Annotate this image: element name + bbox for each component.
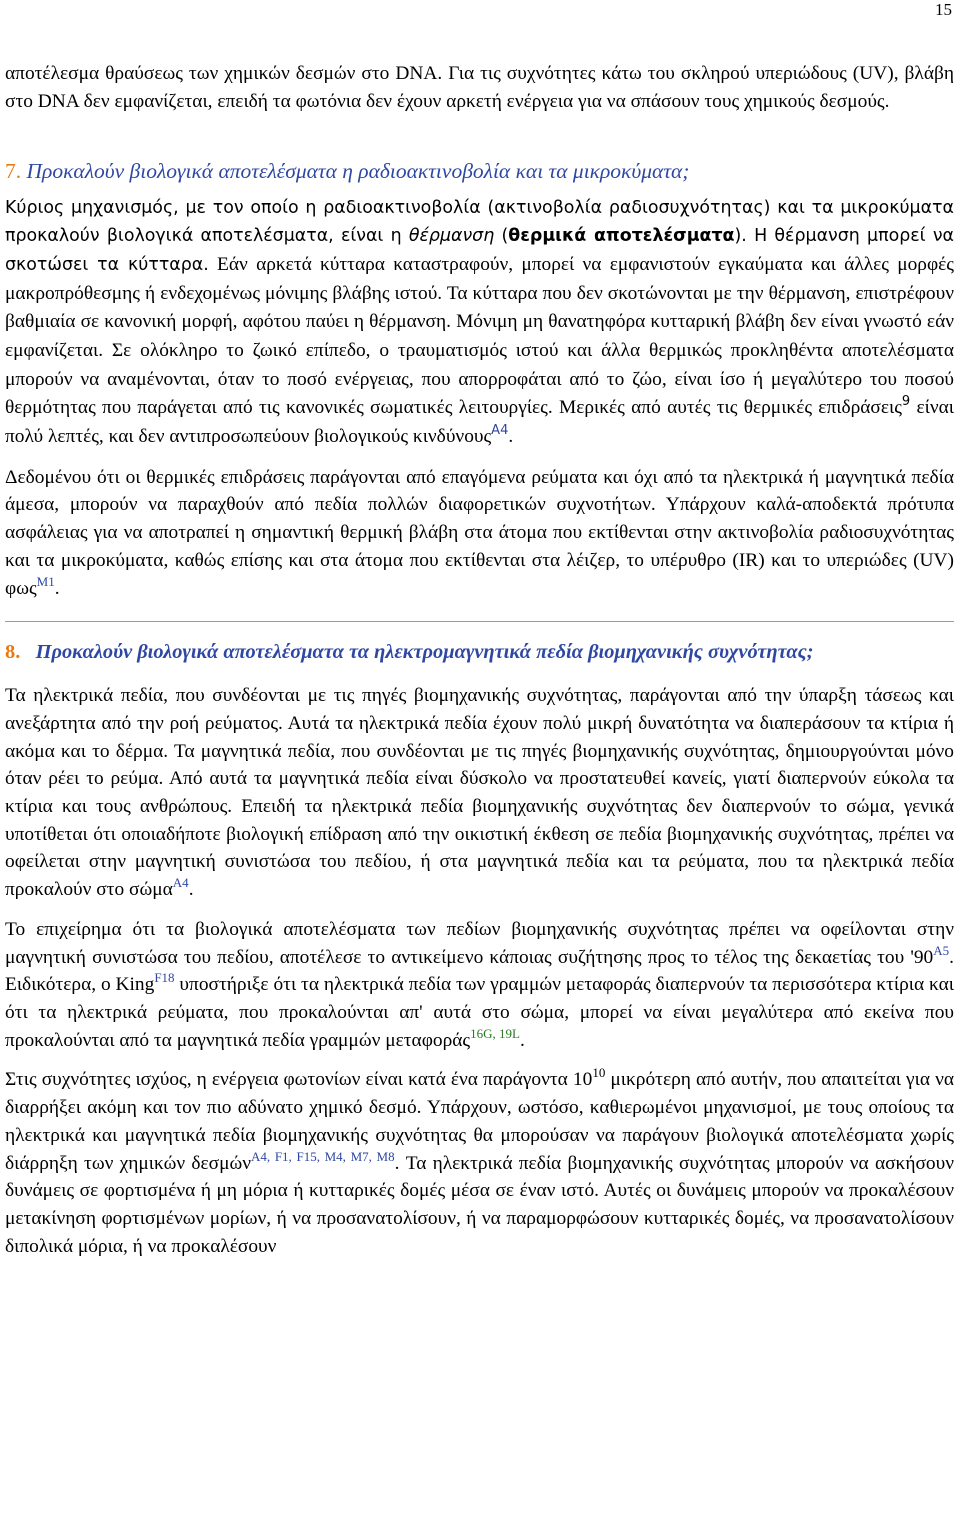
- citation-ref: A4, F1, F15, M4, M7, M8: [251, 1148, 395, 1164]
- footnote-marker: 9: [901, 394, 911, 410]
- section-8-paragraph-3: Στις συχνότητες ισχύος, η ενέργεια φωτονίων είναι κατά ένα παράγοντα 10$^{10}$ μικρότερη από αυτήν, που απαιτείται για να διαρρήξει ακόμη και τον πιο αδύνατο χημικό δεσμό. Υπάρχουν, ωστόσο, καθιερωμένοι μηχανισμοί, με τους οποίους τα ηλεκτρικά και μαγνητικά πεδία βιομηχανικής συχνότητας θα μπορούσαν να παράγουν βιολογικά αποτελέσματα χωρίς διάρρηξη των χημικών δεσμών$^{A4, F1, F15, M4, M7, M8}$. Τα ηλεκτρικά πεδία βιομηχανικής συχνότητας μπορούν να ασκήσουν δυνάμεις σε φορτισμένα ή μη μόρια ή κυτταρικές δομές μέσα σε έναν ιστό. Αυτές οι δυνάμεις μπορούν να προκαλέσουν μετακίνηση φορτισμένων μορίων, ή να προσανατολίσουν, ή να παραμορφώσουν κυτταρικές δομές, να προσανατολίσουν διπολικά μόρια, ή να προκαλέσουν: [5, 1065, 955, 1257]
- section-8-paragraph-1: Τα ηλεκτρικά πεδία, που συνδέονται με τις πηγές βιομηχανικής συχνότητας, παράγονται από την ύπαρξη τάσεως και ανεξάρτητα από την ροή ρεύματος. Αυτά τα ηλεκτρικά πεδία έχουν πολύ μικρή δυνατότητα να διαπεράσουν τα κτίρια ή ακόμα και το δέρμα. Τα μαγνητικά πεδία, που συνδέονται με τις πηγές βιομηχανικής συχνότητας, δημιουργούνται μόνο όταν ρέει το ρεύμα. Από αυτά τα μαγνητικά πεδία είναι δύσκολο να προστατευθεί κανείς, γιατί διαπερνούν εύκολα τα κτίρια και τους ανθρώπους. Επειδή τα ηλεκτρικά πεδία βιομηχανικής συχνότητας δεν διαπερνούν το σώμα, γενικά υποτίθεται ότι οποιαδήποτε βιολογική επίδραση από την οικιστική έκθεση σε πεδία βιομηχανικής συχνότητας, πρέπει να οφείλεται στην μαγνητική συνιστώσα του πεδίου, ή στα μαγνητικά πεδία και τα ρεύματα, που τα ηλεκτρικά πεδία προκαλούν στο σώμα$^{A4}$.: [5, 685, 954, 901]
- citation-ref: A4: [491, 423, 509, 439]
- citation-ref: F18: [154, 970, 175, 986]
- section-8-heading: [5, 638, 954, 667]
- section-8-title: Προκαλούν βιολογικά αποτελέσματα τα ηλεκτρομαγνητικά πεδία βιομηχανικής συχνότητας;: [35, 641, 814, 664]
- emphasis-thermal-effects: θερμικά αποτελέσματα: [508, 226, 735, 247]
- citation-ref: A5: [933, 942, 950, 958]
- exponent: 10: [592, 1065, 606, 1081]
- section-7-number: 7.: [5, 159, 22, 184]
- section-8-number: 8.: [5, 641, 21, 664]
- citation-ref: M1: [36, 573, 55, 589]
- section-7-title: Προκαλούν βιολογικά αποτελέσματα η ραδιοακτινοβολία και τα μικροκύματα;: [26, 159, 690, 184]
- citation-ref: 16G, 19L: [470, 1025, 520, 1041]
- emphasis-heating: θέρμανση: [408, 226, 495, 247]
- section-divider: [5, 621, 954, 622]
- section-7-paragraph-2: Δεδομένου ότι οι θερμικές επιδράσεις παράγονται από επαγόμενα ρεύματα και όχι από τα ηλεκτρικά ή μαγνητικά πεδία άμεσα, μπορούν να παραχθούν από πεδία πολλών διαφορετικών συχνοτήτων. Υπάρχουν καλά-αποδεκτά πρότυπα ασφάλειας για να αποτραπεί η σημαντική θερμική βλάβη στα άτομα που εκτίθενται στην ακτινοβολία ραδιοσυχνότητας και τα μικροκύματα, καθώς επίσης και στα άτομα που εκτίθενται στα λέιζερ, το υπέρυθρο (IR) και το υπεριώδες (UV) φως$^{M1}$.: [5, 466, 954, 599]
- section-7-heading: [5, 157, 954, 186]
- section-8-paragraph-2: Το επιχείρημα ότι τα βιολογικά αποτελέσματα των πεδίων βιομηχανικής συχνότητας πρέπει να οφείλονται στην μαγνητική συνιστώσα του πεδίου, αποτέλεσε το αντικείμενο κάποιας συζήτησης προς το τέλος της δεκαετίας του '90$^{A5}$. Ειδικότερα, ο King$^{F18}$ υποστήριξε ότι τα ηλεκτρικά πεδία των γραμμών μεταφοράς διαπερνούν τα περισσότερα κτίρια και ότι τα ηλεκτρικά ρεύματα, που προκαλούνται απ' αυτά στο σώμα, μπορεί να είναι μεγαλύτερα από εκείνα που προκαλούνται από τα μαγνητικά πεδία γραμμών μεταφοράς$^{16G, 19L}$.: [5, 918, 954, 1051]
- page-number: 15: [935, 0, 952, 19]
- document-body: [5, 60, 954, 1260]
- lead-paragraph: αποτέλεσμα θραύσεως των χημικών δεσμών στο DNA. Για τις συχνότητες κάτω του σκληρού υπεριώδους (UV), βλάβη στο DNA δεν εμφανίζεται, επειδή τα φωτόνια δεν έχουν αρκετή ενέργεια για να σπάσουν τους χημικούς δεσμούς.: [5, 63, 954, 112]
- citation-ref: A4: [172, 875, 189, 891]
- section-7-paragraph-1: Κύριος μηχανισμός, με τον οποίο η ραδιοακτινοβολία (ακτινοβολία ραδιοσυχνότητας) και τα μικροκύματα προκαλούν βιολογικά αποτελέσματα, είναι η θέρμανση (θερμικά αποτελέσματα). Η θέρμανση μπορεί να σκοτώσει τα κύτταρα. Εάν αρκετά κύτταρα καταστραφούν, μπορεί να εμφανιστούν εγκαύματα και άλλες μορφές μακροπρόθεσμης ή ενδεχομένως μόνιμης βλάβης ιστού. Τα κύτταρα που δεν σκοτώνονται με την θέρμανση, επιστρέφουν βαθμιαία σε κανονική μορφή, αφότου παύει η θέρμανση. Μόνιμη μη θανατηφόρα κυτταρική βλάβη δεν είναι γνωστό εάν εμφανίζεται. Σε ολόκληρο το ζωικό επίπεδο, ο τραυματισμός ιστού και άλλα θερμικώς προκληθέντα αποτελέσματα μπορούν να αναμένονται, όταν το ποσό ενέργειας, που απορροφάται από το ζώο, είναι ίσο ή μεγαλύτερο του ποσού θερμότητας που παράγεται από τις κανονικές σωματικές λειτουργίες. Μερικές από αυτές τις θερμικές επιδράσεις$^9$ είναι πολύ λεπτές, και δεν αντιπροσωπεύουν βιολογικούς κινδύνους$^{A4}$.: [5, 198, 954, 448]
